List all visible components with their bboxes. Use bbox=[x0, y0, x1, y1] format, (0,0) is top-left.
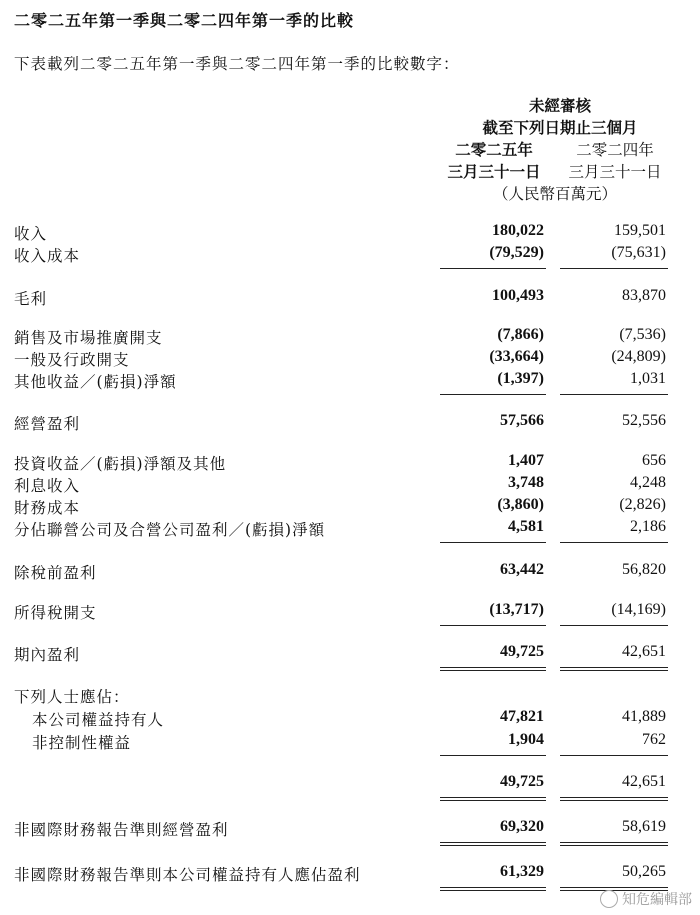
table-row bbox=[0, 326, 700, 348]
header-period: 截至下列日期止三個月 bbox=[482, 118, 638, 137]
double-rule bbox=[440, 797, 546, 798]
double-rule bbox=[440, 667, 546, 668]
double-rule bbox=[440, 890, 546, 891]
value-2024: (7,536) bbox=[619, 326, 666, 343]
value-2024: 656 bbox=[642, 452, 666, 469]
header-2024-year: 二零二四年 bbox=[576, 141, 654, 159]
header-2025-date: 三月三十一日 bbox=[447, 162, 541, 181]
value-2025: 3,748 bbox=[508, 474, 544, 491]
table-row bbox=[0, 452, 700, 474]
value-2025: 49,725 bbox=[500, 643, 544, 660]
value-2025: 180,022 bbox=[492, 222, 544, 239]
value-2025: 1,904 bbox=[508, 731, 544, 748]
table-row bbox=[0, 708, 700, 730]
value-2024: 58,619 bbox=[622, 818, 666, 835]
value-2024: (75,631) bbox=[611, 244, 666, 261]
divider bbox=[560, 394, 668, 395]
double-rule bbox=[440, 887, 546, 888]
table-row bbox=[0, 287, 700, 309]
value-2025: 61,329 bbox=[500, 863, 544, 880]
value-2024: 2,186 bbox=[630, 518, 666, 535]
value-2025: 49,725 bbox=[500, 773, 544, 790]
table-row bbox=[0, 518, 700, 540]
value-2024: (14,169) bbox=[611, 601, 666, 618]
double-rule bbox=[560, 887, 668, 888]
row-label: 所得稅開支 bbox=[14, 604, 97, 622]
value-2024: 1,031 bbox=[630, 370, 666, 387]
value-2025: (7,866) bbox=[497, 326, 544, 343]
row-label: 經營盈利 bbox=[14, 415, 81, 433]
row-label: 一般及行政開支 bbox=[14, 351, 130, 369]
value-2024: (24,809) bbox=[611, 348, 666, 365]
value-2024: 56,820 bbox=[622, 561, 666, 578]
table-row bbox=[0, 561, 700, 583]
value-2024: 52,556 bbox=[622, 412, 666, 429]
divider bbox=[560, 542, 668, 543]
watermark bbox=[600, 889, 692, 909]
value-2025: 4,581 bbox=[508, 518, 544, 535]
value-2024: 42,651 bbox=[622, 643, 666, 660]
header-audit: 未經審核 bbox=[528, 96, 591, 115]
divider bbox=[440, 394, 546, 395]
double-rule bbox=[560, 842, 668, 843]
value-2024: 4,248 bbox=[630, 474, 666, 491]
double-rule bbox=[440, 845, 546, 846]
header-2025-year: 二零二五年 bbox=[455, 140, 533, 159]
header-2024-date: 三月三十一日 bbox=[568, 163, 662, 181]
value-2025: (79,529) bbox=[489, 244, 544, 261]
table-row bbox=[0, 412, 700, 434]
row-label: 其他收益／(虧損)淨額 bbox=[14, 373, 177, 391]
value-2024: 159,501 bbox=[614, 222, 666, 239]
divider bbox=[560, 755, 668, 756]
table-row bbox=[0, 222, 700, 244]
row-label: 毛利 bbox=[14, 290, 48, 308]
value-2025: 63,442 bbox=[500, 561, 544, 578]
double-rule bbox=[560, 797, 668, 798]
row-label: 收入 bbox=[14, 225, 48, 243]
value-2024: 762 bbox=[642, 731, 666, 748]
value-2024: 50,265 bbox=[622, 863, 666, 880]
table-row bbox=[0, 773, 700, 795]
row-label: 分佔聯營公司及合營公司盈利／(虧損)淨額 bbox=[14, 521, 326, 539]
row-label: 投資收益／(虧損)淨額及其他 bbox=[14, 455, 227, 473]
value-2025: 1,407 bbox=[508, 452, 544, 469]
value-2025: 57,566 bbox=[500, 412, 544, 429]
divider bbox=[440, 268, 546, 269]
row-label: 銷售及市場推廣開支 bbox=[14, 329, 163, 347]
value-2025: (33,664) bbox=[489, 348, 544, 365]
double-rule bbox=[560, 670, 668, 671]
divider bbox=[560, 268, 668, 269]
divider bbox=[440, 625, 546, 626]
value-2025: (13,717) bbox=[489, 601, 544, 618]
double-rule bbox=[440, 842, 546, 843]
value-2025: (3,860) bbox=[497, 496, 544, 513]
value-2024: 83,870 bbox=[622, 287, 666, 304]
double-rule bbox=[560, 800, 668, 801]
double-rule bbox=[560, 845, 668, 846]
watermark-text: 知危編輯部 bbox=[622, 892, 692, 908]
value-2024: 41,889 bbox=[622, 708, 666, 725]
value-2025: (1,397) bbox=[497, 370, 544, 387]
table-row bbox=[0, 863, 700, 885]
divider bbox=[440, 755, 546, 756]
value-2024: 42,651 bbox=[622, 773, 666, 790]
table-row bbox=[0, 370, 700, 392]
table-row bbox=[0, 601, 700, 623]
intro-text: 下表載列二零二五年第一季與二零二四年第一季的比較數字： bbox=[14, 55, 460, 73]
divider bbox=[440, 542, 546, 543]
table-row bbox=[0, 731, 700, 753]
value-2025: 100,493 bbox=[492, 287, 544, 304]
table-row bbox=[0, 818, 700, 840]
row-label: 非控制性權益 bbox=[32, 734, 132, 752]
section-title: 二零二五年第一季與二零二四年第一季的比較 bbox=[14, 11, 355, 30]
table-row bbox=[0, 496, 700, 518]
table-row bbox=[0, 348, 700, 370]
weibo-icon bbox=[600, 890, 618, 908]
table-row bbox=[0, 244, 700, 266]
row-label: 非國際財務報告準則經營盈利 bbox=[14, 821, 229, 839]
double-rule bbox=[440, 670, 546, 671]
row-label: 期內盈利 bbox=[14, 646, 81, 664]
table-row bbox=[0, 643, 700, 665]
value-2025: 47,821 bbox=[500, 708, 544, 725]
table-row bbox=[0, 474, 700, 496]
row-label: 本公司權益持有人 bbox=[32, 711, 165, 729]
row-label: 下列人士應佔： bbox=[14, 688, 130, 706]
double-rule bbox=[440, 800, 546, 801]
row-label: 除稅前盈利 bbox=[14, 564, 97, 582]
double-rule bbox=[560, 667, 668, 668]
value-2024: (2,826) bbox=[619, 496, 666, 513]
value-2025: 69,320 bbox=[500, 818, 544, 835]
table-row bbox=[0, 685, 700, 707]
divider bbox=[560, 625, 668, 626]
row-label: 財務成本 bbox=[14, 499, 81, 517]
header-unit: （人民幣百萬元） bbox=[492, 185, 617, 203]
row-label: 非國際財務報告準則本公司權益持有人應佔盈利 bbox=[14, 866, 361, 884]
row-label: 收入成本 bbox=[14, 247, 81, 265]
row-label: 利息收入 bbox=[14, 477, 81, 495]
